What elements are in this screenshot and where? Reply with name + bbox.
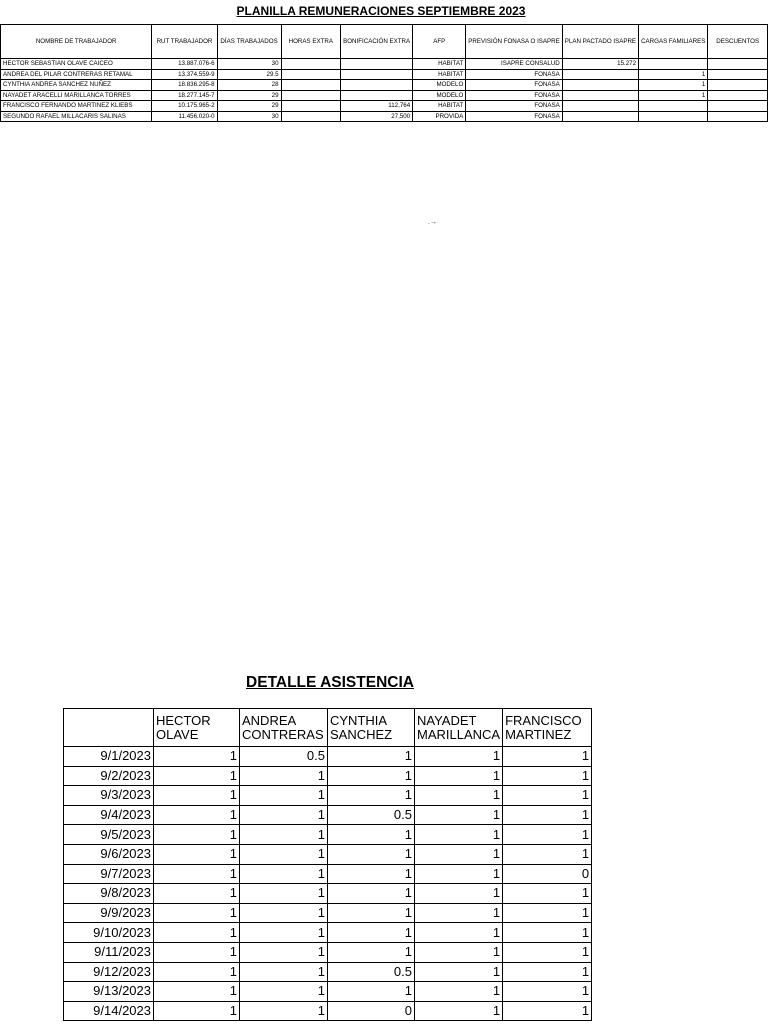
attendance-cell: 1 <box>415 903 503 923</box>
attendance-cell: 1 <box>503 923 592 943</box>
payroll-cell <box>341 69 413 80</box>
attendance-table <box>63 708 592 1021</box>
payroll-cell <box>562 101 638 112</box>
payroll-cell <box>639 111 708 122</box>
attendance-cell: 1 <box>240 825 328 845</box>
payroll-cell <box>562 80 638 91</box>
attendance-cell: 1 <box>503 1001 592 1021</box>
payroll-cell: FRANCISCO FERNANDO MARTINEZ KLIEBS <box>1 101 152 112</box>
header-andrea-label: ANDREA CONTRERAS <box>242 712 324 742</box>
arrow-marker: .→ <box>428 219 437 226</box>
payroll-cell <box>281 111 341 122</box>
attendance-cell: 1 <box>240 766 328 786</box>
attendance-cell: 1 <box>415 864 503 884</box>
attendance-cell: 1 <box>154 903 240 923</box>
header-hector <box>154 709 240 747</box>
attendance-cell: 1 <box>503 942 592 962</box>
attendance-date: 9/11/2023 <box>64 942 154 962</box>
payroll-cell: 1 <box>639 80 708 91</box>
attendance-cell: 1 <box>240 903 328 923</box>
attendance-cell: 1 <box>415 982 503 1002</box>
payroll-cell <box>281 59 341 70</box>
attendance-cell: 0 <box>328 1001 415 1021</box>
attendance-cell: 0.5 <box>240 747 328 767</box>
payroll-cell <box>708 80 768 91</box>
payroll-cell <box>562 69 638 80</box>
payroll-table <box>0 24 768 122</box>
attendance-row <box>64 805 592 825</box>
attendance-cell: 1 <box>154 962 240 982</box>
payroll-cell <box>639 59 708 70</box>
attendance-date: 9/3/2023 <box>64 786 154 806</box>
attendance-cell: 1 <box>240 942 328 962</box>
payroll-cell <box>708 69 768 80</box>
payroll-cell <box>341 90 413 101</box>
header-nombre: NOMBRE DE TRABAJADOR <box>1 25 152 59</box>
attendance-cell: 1 <box>328 982 415 1002</box>
payroll-cell: 112,764 <box>341 101 413 112</box>
attendance-row <box>64 942 592 962</box>
payroll-header-row <box>1 25 768 59</box>
attendance-cell: 1 <box>328 864 415 884</box>
attendance-cell: 1 <box>154 982 240 1002</box>
payroll-cell: ANDREA DEL PILAR CONTRERAS RETAMAL <box>1 69 152 80</box>
attendance-cell: 1 <box>154 844 240 864</box>
attendance-date: 9/5/2023 <box>64 825 154 845</box>
payroll-cell: 27,500 <box>341 111 413 122</box>
attendance-cell: 1 <box>328 825 415 845</box>
attendance-cell: 1 <box>328 844 415 864</box>
attendance-row <box>64 982 592 1002</box>
attendance-cell: 1 <box>503 884 592 904</box>
header-cynthia-label: CYNTHIA SANCHEZ <box>330 712 393 742</box>
payroll-cell: 28 <box>217 80 281 91</box>
attendance-cell: 1 <box>154 884 240 904</box>
attendance-cell: 1 <box>154 825 240 845</box>
attendance-row <box>64 766 592 786</box>
attendance-date: 9/13/2023 <box>64 982 154 1002</box>
attendance-cell: 1 <box>328 942 415 962</box>
attendance-cell: 1 <box>415 825 503 845</box>
attendance-title: DETALLE ASISTENCIA <box>246 674 414 691</box>
attendance-row <box>64 786 592 806</box>
attendance-cell: 1 <box>240 805 328 825</box>
header-nayadet-label: NAYADET MARILLANCA <box>417 712 501 742</box>
attendance-cell: 1 <box>415 805 503 825</box>
attendance-cell: 1 <box>503 766 592 786</box>
attendance-cell: 1 <box>503 786 592 806</box>
header-dias: DÍAS TRABAJADOS <box>217 25 281 59</box>
attendance-cell: 1 <box>503 805 592 825</box>
header-nayadet <box>415 709 503 747</box>
attendance-cell: 1 <box>328 766 415 786</box>
header-andrea <box>240 709 328 747</box>
header-cynthia <box>328 709 415 747</box>
payroll-cell: 29.5 <box>217 69 281 80</box>
header-horas-extra: HORAS EXTRA <box>281 25 341 59</box>
payroll-row <box>1 69 768 80</box>
attendance-date: 9/14/2023 <box>64 1001 154 1021</box>
payroll-cell: 30 <box>217 111 281 122</box>
payroll-cell: 13.887.076-6 <box>152 59 217 70</box>
attendance-date: 9/4/2023 <box>64 805 154 825</box>
attendance-row <box>64 884 592 904</box>
payroll-cell: ISAPRE CONSALUD <box>466 59 562 70</box>
header-date <box>64 709 154 747</box>
payroll-cell: HECTOR SEBASTIAN OLAVE CAICEO <box>1 59 152 70</box>
attendance-cell: 1 <box>415 786 503 806</box>
payroll-cell: HABITAT <box>413 101 466 112</box>
payroll-cell: FONASA <box>466 69 562 80</box>
attendance-cell: 1 <box>240 962 328 982</box>
payroll-cell: 15.272 <box>562 59 638 70</box>
attendance-row <box>64 844 592 864</box>
payroll-cell: 1 <box>639 69 708 80</box>
payroll-cell <box>562 111 638 122</box>
attendance-date: 9/7/2023 <box>64 864 154 884</box>
attendance-row <box>64 962 592 982</box>
payroll-title: PLANILLA REMUNERACIONES SEPTIEMBRE 2023 <box>236 4 526 18</box>
header-descuentos: DESCUENTOS <box>708 25 768 59</box>
attendance-cell: 1 <box>415 766 503 786</box>
attendance-cell: 1 <box>503 982 592 1002</box>
payroll-cell: 18.836.295-8 <box>152 80 217 91</box>
attendance-cell: 1 <box>503 825 592 845</box>
payroll-cell: 18.277.145-7 <box>152 90 217 101</box>
attendance-cell: 1 <box>415 942 503 962</box>
attendance-cell: 1 <box>154 923 240 943</box>
header-bonificacion: BONIFICACIÓN EXTRA <box>341 25 413 59</box>
attendance-cell: 1 <box>240 982 328 1002</box>
header-francisco <box>503 709 592 747</box>
attendance-cell: 1 <box>154 1001 240 1021</box>
payroll-cell <box>562 90 638 101</box>
header-plan-pactado: PLAN PACTADO ISAPRE <box>562 25 638 59</box>
payroll-cell <box>281 90 341 101</box>
attendance-cell: 1 <box>328 884 415 904</box>
attendance-cell: 1 <box>328 747 415 767</box>
payroll-cell: SEGUNDO RAFAEL MILLACARIS SALINAS <box>1 111 152 122</box>
payroll-cell <box>708 59 768 70</box>
payroll-cell: CYNTHIA ANDREA SANCHEZ NUÑEZ <box>1 80 152 91</box>
attendance-cell: 1 <box>240 786 328 806</box>
header-cargas: CARGAS FAMILIARES <box>639 25 708 59</box>
payroll-cell: MODELO <box>413 90 466 101</box>
payroll-cell <box>341 80 413 91</box>
attendance-header-row <box>64 709 592 747</box>
attendance-cell: 1 <box>154 805 240 825</box>
payroll-cell: 1 <box>639 90 708 101</box>
attendance-date: 9/6/2023 <box>64 844 154 864</box>
payroll-cell: 29 <box>217 101 281 112</box>
payroll-row <box>1 80 768 91</box>
attendance-cell: 1 <box>415 923 503 943</box>
attendance-row <box>64 903 592 923</box>
attendance-cell: 1 <box>240 864 328 884</box>
attendance-cell: 1 <box>503 962 592 982</box>
payroll-cell <box>708 111 768 122</box>
attendance-row <box>64 1001 592 1021</box>
payroll-cell: HABITAT <box>413 59 466 70</box>
attendance-cell: 0.5 <box>328 962 415 982</box>
attendance-cell: 0.5 <box>328 805 415 825</box>
attendance-cell: 1 <box>415 962 503 982</box>
attendance-cell: 1 <box>328 923 415 943</box>
header-afp: AFP <box>413 25 466 59</box>
payroll-cell: NAYADET ARACELLI MARILLANCA TORRES <box>1 90 152 101</box>
payroll-cell: 30 <box>217 59 281 70</box>
header-hector-label: HECTOR OLAVE <box>156 712 211 742</box>
attendance-cell: 1 <box>503 747 592 767</box>
attendance-cell: 1 <box>415 1001 503 1021</box>
attendance-cell: 1 <box>328 786 415 806</box>
attendance-row <box>64 747 592 767</box>
header-rut: RUT TRABAJADOR <box>152 25 217 59</box>
payroll-cell: FONASA <box>466 101 562 112</box>
attendance-date: 9/10/2023 <box>64 923 154 943</box>
payroll-cell <box>639 101 708 112</box>
payroll-cell <box>341 59 413 70</box>
attendance-row <box>64 864 592 884</box>
attendance-cell: 1 <box>328 903 415 923</box>
attendance-date: 9/8/2023 <box>64 884 154 904</box>
payroll-cell <box>708 90 768 101</box>
payroll-cell: 11.456.020-0 <box>152 111 217 122</box>
payroll-cell: FONASA <box>466 111 562 122</box>
attendance-date: 9/1/2023 <box>64 747 154 767</box>
attendance-cell: 1 <box>154 766 240 786</box>
attendance-cell: 1 <box>415 844 503 864</box>
attendance-cell: 0 <box>503 864 592 884</box>
attendance-cell: 1 <box>154 786 240 806</box>
payroll-cell <box>708 101 768 112</box>
attendance-date: 9/12/2023 <box>64 962 154 982</box>
header-francisco-label: FRANCISCO MARTINEZ <box>505 712 582 742</box>
payroll-cell <box>281 101 341 112</box>
attendance-cell: 1 <box>240 884 328 904</box>
payroll-cell: 10.175.965-2 <box>152 101 217 112</box>
attendance-row <box>64 923 592 943</box>
payroll-row <box>1 59 768 70</box>
attendance-row <box>64 825 592 845</box>
attendance-cell: 1 <box>154 864 240 884</box>
attendance-cell: 1 <box>154 747 240 767</box>
attendance-cell: 1 <box>240 844 328 864</box>
payroll-cell: 29 <box>217 90 281 101</box>
payroll-cell <box>281 69 341 80</box>
payroll-cell: PROVIDA <box>413 111 466 122</box>
attendance-cell: 1 <box>415 747 503 767</box>
attendance-cell: 1 <box>503 903 592 923</box>
payroll-row <box>1 111 768 122</box>
payroll-cell <box>281 80 341 91</box>
payroll-cell: MODELO <box>413 80 466 91</box>
payroll-row <box>1 90 768 101</box>
attendance-cell: 1 <box>415 884 503 904</box>
payroll-cell: 13.374.559-9 <box>152 69 217 80</box>
attendance-date: 9/2/2023 <box>64 766 154 786</box>
attendance-cell: 1 <box>503 844 592 864</box>
payroll-cell: FONASA <box>466 90 562 101</box>
payroll-cell: HABITAT <box>413 69 466 80</box>
payroll-cell: FONASA <box>466 80 562 91</box>
attendance-cell: 1 <box>240 923 328 943</box>
attendance-cell: 1 <box>154 942 240 962</box>
payroll-row <box>1 101 768 112</box>
header-prevision: PREVISIÓN FONASA O ISAPRE <box>466 25 562 59</box>
attendance-date: 9/9/2023 <box>64 903 154 923</box>
attendance-cell: 1 <box>240 1001 328 1021</box>
